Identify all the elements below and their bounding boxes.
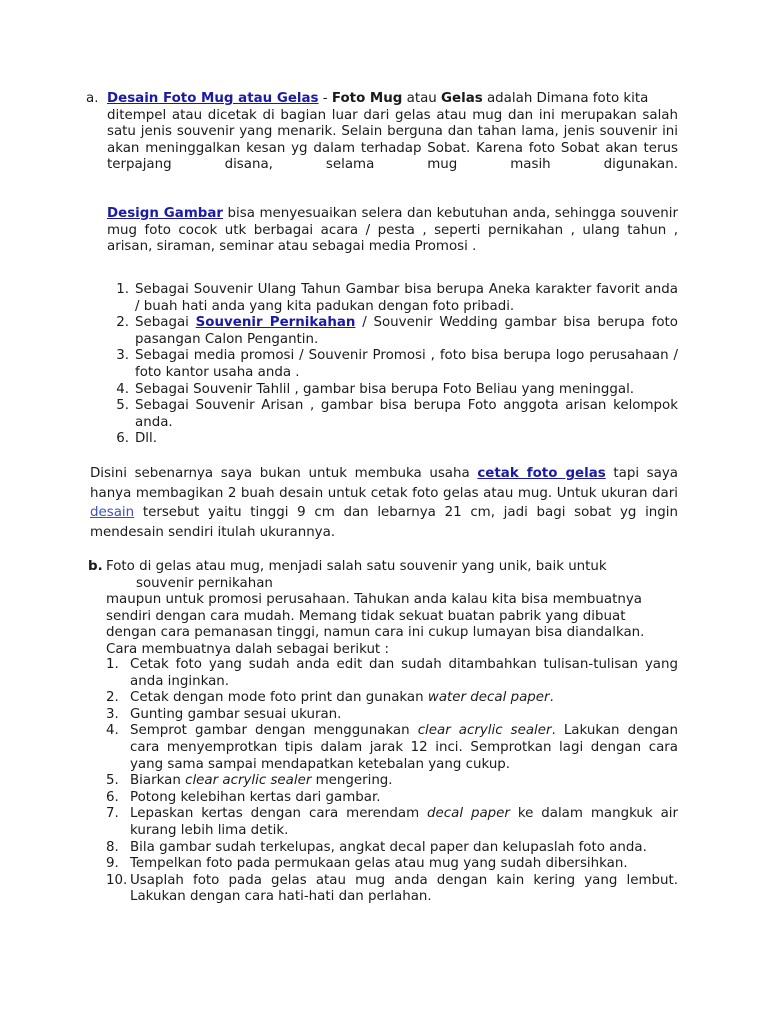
list-item: 3. Gunting gambar sesuai ukuran. (106, 706, 342, 722)
list-item: 5. Sebagai Souvenir Arisan , gambar bisa berupa Foto anggota arisan kelompok anda. (116, 398, 678, 430)
list-item: 1. Sebagai Souvenir Ulang Tahun Gambar bisa berupa Aneka karakter favorit anda / buah hati anda yang kita padukan dengan foto pribadi. (116, 282, 678, 314)
list-item: 4. Sebagai Souvenir Tahlil , gambar bisa berupa Foto Beliau yang meninggal. (116, 381, 635, 397)
list-item: 9. Tempelkan foto pada permukaan gelas atau mug yang sudah dibersihkan. (106, 856, 628, 872)
section-b-marker: b. (88, 559, 103, 574)
section-b-paragraph: maupun untuk promosi perusahaan. Tahukan anda kalau kita bisa membuatnya sendiri dengan cara mudah. Memang tidak sekuat buatan pabrik yang dibuat dengan cara pemanasan tinggi, namun cara ini cukup lumayan bisa diandalkan. (106, 592, 645, 641)
link-design-gambar[interactable]: Design Gambar (107, 206, 224, 221)
section-a-body-text: ditempel atau dicetak di bagian luar dari gelas atau mug dan ini merupakan salah satu jenis souvenir yang menarik. Selain berguna dan tahan lama, jenis souvenir ini akan meninggalkan kesan yg dalam terhadap Sobat. Karena foto Sobat akan terus terpajang disana, selama mug masih digunakan. (107, 107, 678, 173)
section-b-line1: Foto di gelas atau mug, menjadi salah satu souvenir yang unik, baik untuk (106, 559, 607, 574)
section-b-intro: Cara membuatnya dalah sebagai berikut : (106, 641, 389, 657)
list-item: 2. Sebagai Souvenir Pernikahan / Souvenir Wedding gambar bisa berupa foto pasangan Calon Pengantin. (116, 315, 678, 347)
bold-foto-mug: Foto Mug (331, 91, 403, 106)
steps-list (107, 657, 678, 906)
section-b (88, 559, 678, 659)
list-item: 1. Cetak foto yang sudah anda edit dan sudah ditambahkan tulisan-tulisan yang anda inginkan. (106, 657, 678, 689)
list-item: 5. Biarkan clear acrylic sealer mengering. (106, 773, 393, 789)
design-paragraph (107, 206, 678, 256)
list-item: 2. Cetak dengan mode foto print dan gunakan water decal paper. (106, 690, 554, 706)
list-item: 7. Lepaskan kertas dengan cara merendam decal paper ke dalam mangkuk air kurang lebih lima detik. (106, 806, 679, 838)
design-paragraph-text: bisa menyesuaikan selera dan kebutuhan anda, sehingga souvenir mug foto cocok utk berbagai acara / pesta , seperti pernikahan , ulang tahun , arisan, siraman, seminar atau sebagai media Promosi . (107, 206, 678, 255)
link-desain-foto-mug[interactable]: Desain Foto Mug atau Gelas (107, 91, 319, 106)
section-a-paragraph: Desain Foto Mug atau Gelas - Foto Mug atau Gelas adalah Dimana foto kita ditempel atau dicetak di bagian luar dari gelas atau mug dan ini merupakan salah satu jenis souvenir yang menarik. Selain berguna dan tahan lama, jenis souvenir ini akan meninggalkan kesan yg dalam terhadap Sobat. Karena foto Sobat akan terus terpajang disana, selama mug masih digunakan. (107, 91, 678, 173)
section-a (86, 91, 678, 174)
list-item: 8. Bila gambar sudah terkelupas, angkat decal paper dan kelupaslah foto anda. (106, 839, 647, 855)
section-b-line2: souvenir pernikahan (136, 575, 273, 591)
list-item: 6. Potong kelebihan kertas dari gambar. (106, 789, 381, 805)
disini-paragraph: Disini sebenarnya saya bukan untuk membuka usaha cetak foto gelas tapi saya hanya membagikan 2 buah desain untuk cetak foto gelas atau mug. Untuk ukuran dari desain tersebut yaitu tinggi 9 cm dan lebarnya 21 cm, jadi bagi sobat yg ingin mendesain sendiri itulah ukurannya. (90, 466, 678, 540)
list-item: 10. Usaplah foto pada gelas atau mug anda dengan kain kering yang lembut. Lakukan dengan cara hati-hati dan perlahan. (106, 872, 678, 905)
link-souvenir-pernikahan[interactable]: Souvenir Pernikahan (195, 315, 356, 331)
list-item: 3. Sebagai media promosi / Souvenir Promosi , foto bisa berupa logo perusahaan / foto kantor usaha anda . (116, 348, 678, 380)
list-item: 6. Dll. (116, 431, 158, 447)
souvenir-list (107, 282, 678, 448)
link-desain[interactable]: desain (90, 505, 135, 521)
section-a-marker: a. (86, 91, 99, 106)
list-item: 4. Semprot gambar dengan menggunakan clear acrylic sealer. Lakukan dengan cara menyemprotkan tipis dalam jarak 12 inci. Semprotkan lagi dengan cara yang sama sampai mendapatkan ketebalan yang cukup. (106, 723, 678, 772)
link-cetak-foto-gelas[interactable]: cetak foto gelas (477, 466, 606, 481)
bold-gelas: Gelas (441, 91, 483, 106)
